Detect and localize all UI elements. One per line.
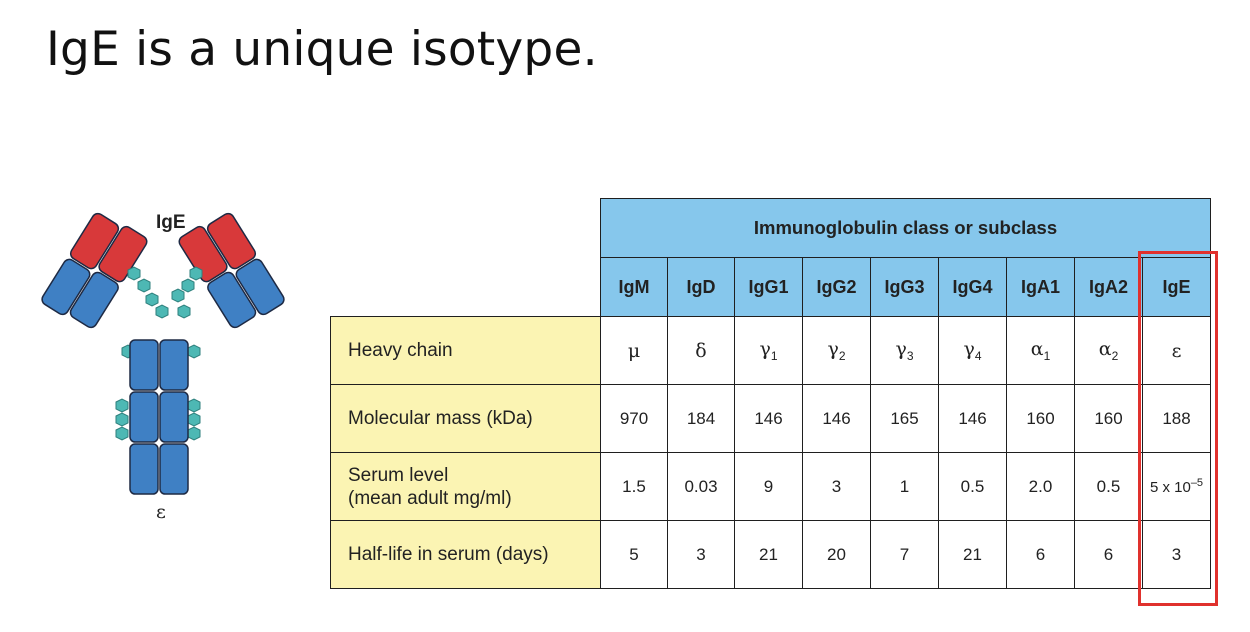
isotype-header-igg1: IgG1 (735, 258, 803, 317)
serum-label-line2: (mean adult mg/ml) (348, 487, 512, 509)
slide-title: IgE is a unique isotype. (46, 22, 598, 77)
ige-antibody-diagram (38, 200, 288, 530)
serum-cell: 1.5 (601, 453, 668, 521)
serum-cell: 2.0 (1007, 453, 1075, 521)
heavy-chain-cell: $\alpha_2$ (1075, 317, 1143, 385)
serum-cell: 0.5 (1075, 453, 1143, 521)
isotype-table (330, 198, 1211, 589)
serum-cell: 3 (803, 453, 871, 521)
row-label-heavy-chain: Heavy chain (331, 317, 601, 385)
table-row (331, 385, 1211, 453)
isotype-header-ige: IgE (1143, 258, 1211, 317)
row-label-serum-level (331, 453, 601, 521)
isotype-header-iga1: IgA1 (1007, 258, 1075, 317)
half-life-cell: 7 (871, 521, 939, 589)
mass-cell: 165 (871, 385, 939, 453)
table-row (331, 453, 1211, 521)
half-life-cell: 5 (601, 521, 668, 589)
fc-stem (130, 340, 188, 494)
half-life-cell: 21 (939, 521, 1007, 589)
serum-cell: 0.03 (668, 453, 735, 521)
mass-cell: 160 (1075, 385, 1143, 453)
chain-symbol: ε (156, 501, 166, 523)
half-life-cell: 20 (803, 521, 871, 589)
isotype-header-igg2: IgG2 (803, 258, 871, 317)
mass-cell: 188 (1143, 385, 1211, 453)
serum-cell-ige: 5 x $10^{-5}$ (1143, 453, 1211, 521)
half-life-cell: 6 (1007, 521, 1075, 589)
heavy-chain-cell: δ (668, 317, 735, 385)
ige-antibody-illustration (38, 200, 288, 530)
figure-label: IgE (156, 212, 186, 233)
mass-cell: 146 (939, 385, 1007, 453)
serum-cell: 1 (871, 453, 939, 521)
carbohydrate-markers (116, 267, 202, 440)
table-row (331, 317, 1211, 385)
table-row (331, 521, 1211, 589)
heavy-chain-cell: μ (601, 317, 668, 385)
half-life-cell: 21 (735, 521, 803, 589)
heavy-chain-cell: $\gamma_4$ (939, 317, 1007, 385)
class-header: Immunoglobulin class or subclass (601, 199, 1211, 258)
serum-cell: 9 (735, 453, 803, 521)
row-label-molecular-mass: Molecular mass (kDa) (331, 385, 601, 453)
isotype-header-igg4: IgG4 (939, 258, 1007, 317)
serum-cell: 0.5 (939, 453, 1007, 521)
heavy-chain-cell: $\gamma_1$ (735, 317, 803, 385)
half-life-cell: 3 (1143, 521, 1211, 589)
isotype-header-iga2: IgA2 (1075, 258, 1143, 317)
mass-cell: 146 (803, 385, 871, 453)
heavy-chain-cell: ε (1143, 317, 1211, 385)
mass-cell: 184 (668, 385, 735, 453)
heavy-chain-cell: $\alpha_1$ (1007, 317, 1075, 385)
half-life-cell: 6 (1075, 521, 1143, 589)
half-life-cell: 3 (668, 521, 735, 589)
mass-cell: 970 (601, 385, 668, 453)
isotype-header-igg3: IgG3 (871, 258, 939, 317)
heavy-chain-cell: $\gamma_3$ (871, 317, 939, 385)
row-label-half-life: Half-life in serum (days) (331, 521, 601, 589)
mass-cell: 160 (1007, 385, 1075, 453)
table-corner-blank (331, 258, 601, 317)
serum-label-line1: Serum level (348, 464, 449, 486)
isotype-header-igm: IgM (601, 258, 668, 317)
table-corner-blank (331, 199, 601, 258)
heavy-chain-cell: $\gamma_2$ (803, 317, 871, 385)
mass-cell: 146 (735, 385, 803, 453)
isotype-header-igd: IgD (668, 258, 735, 317)
